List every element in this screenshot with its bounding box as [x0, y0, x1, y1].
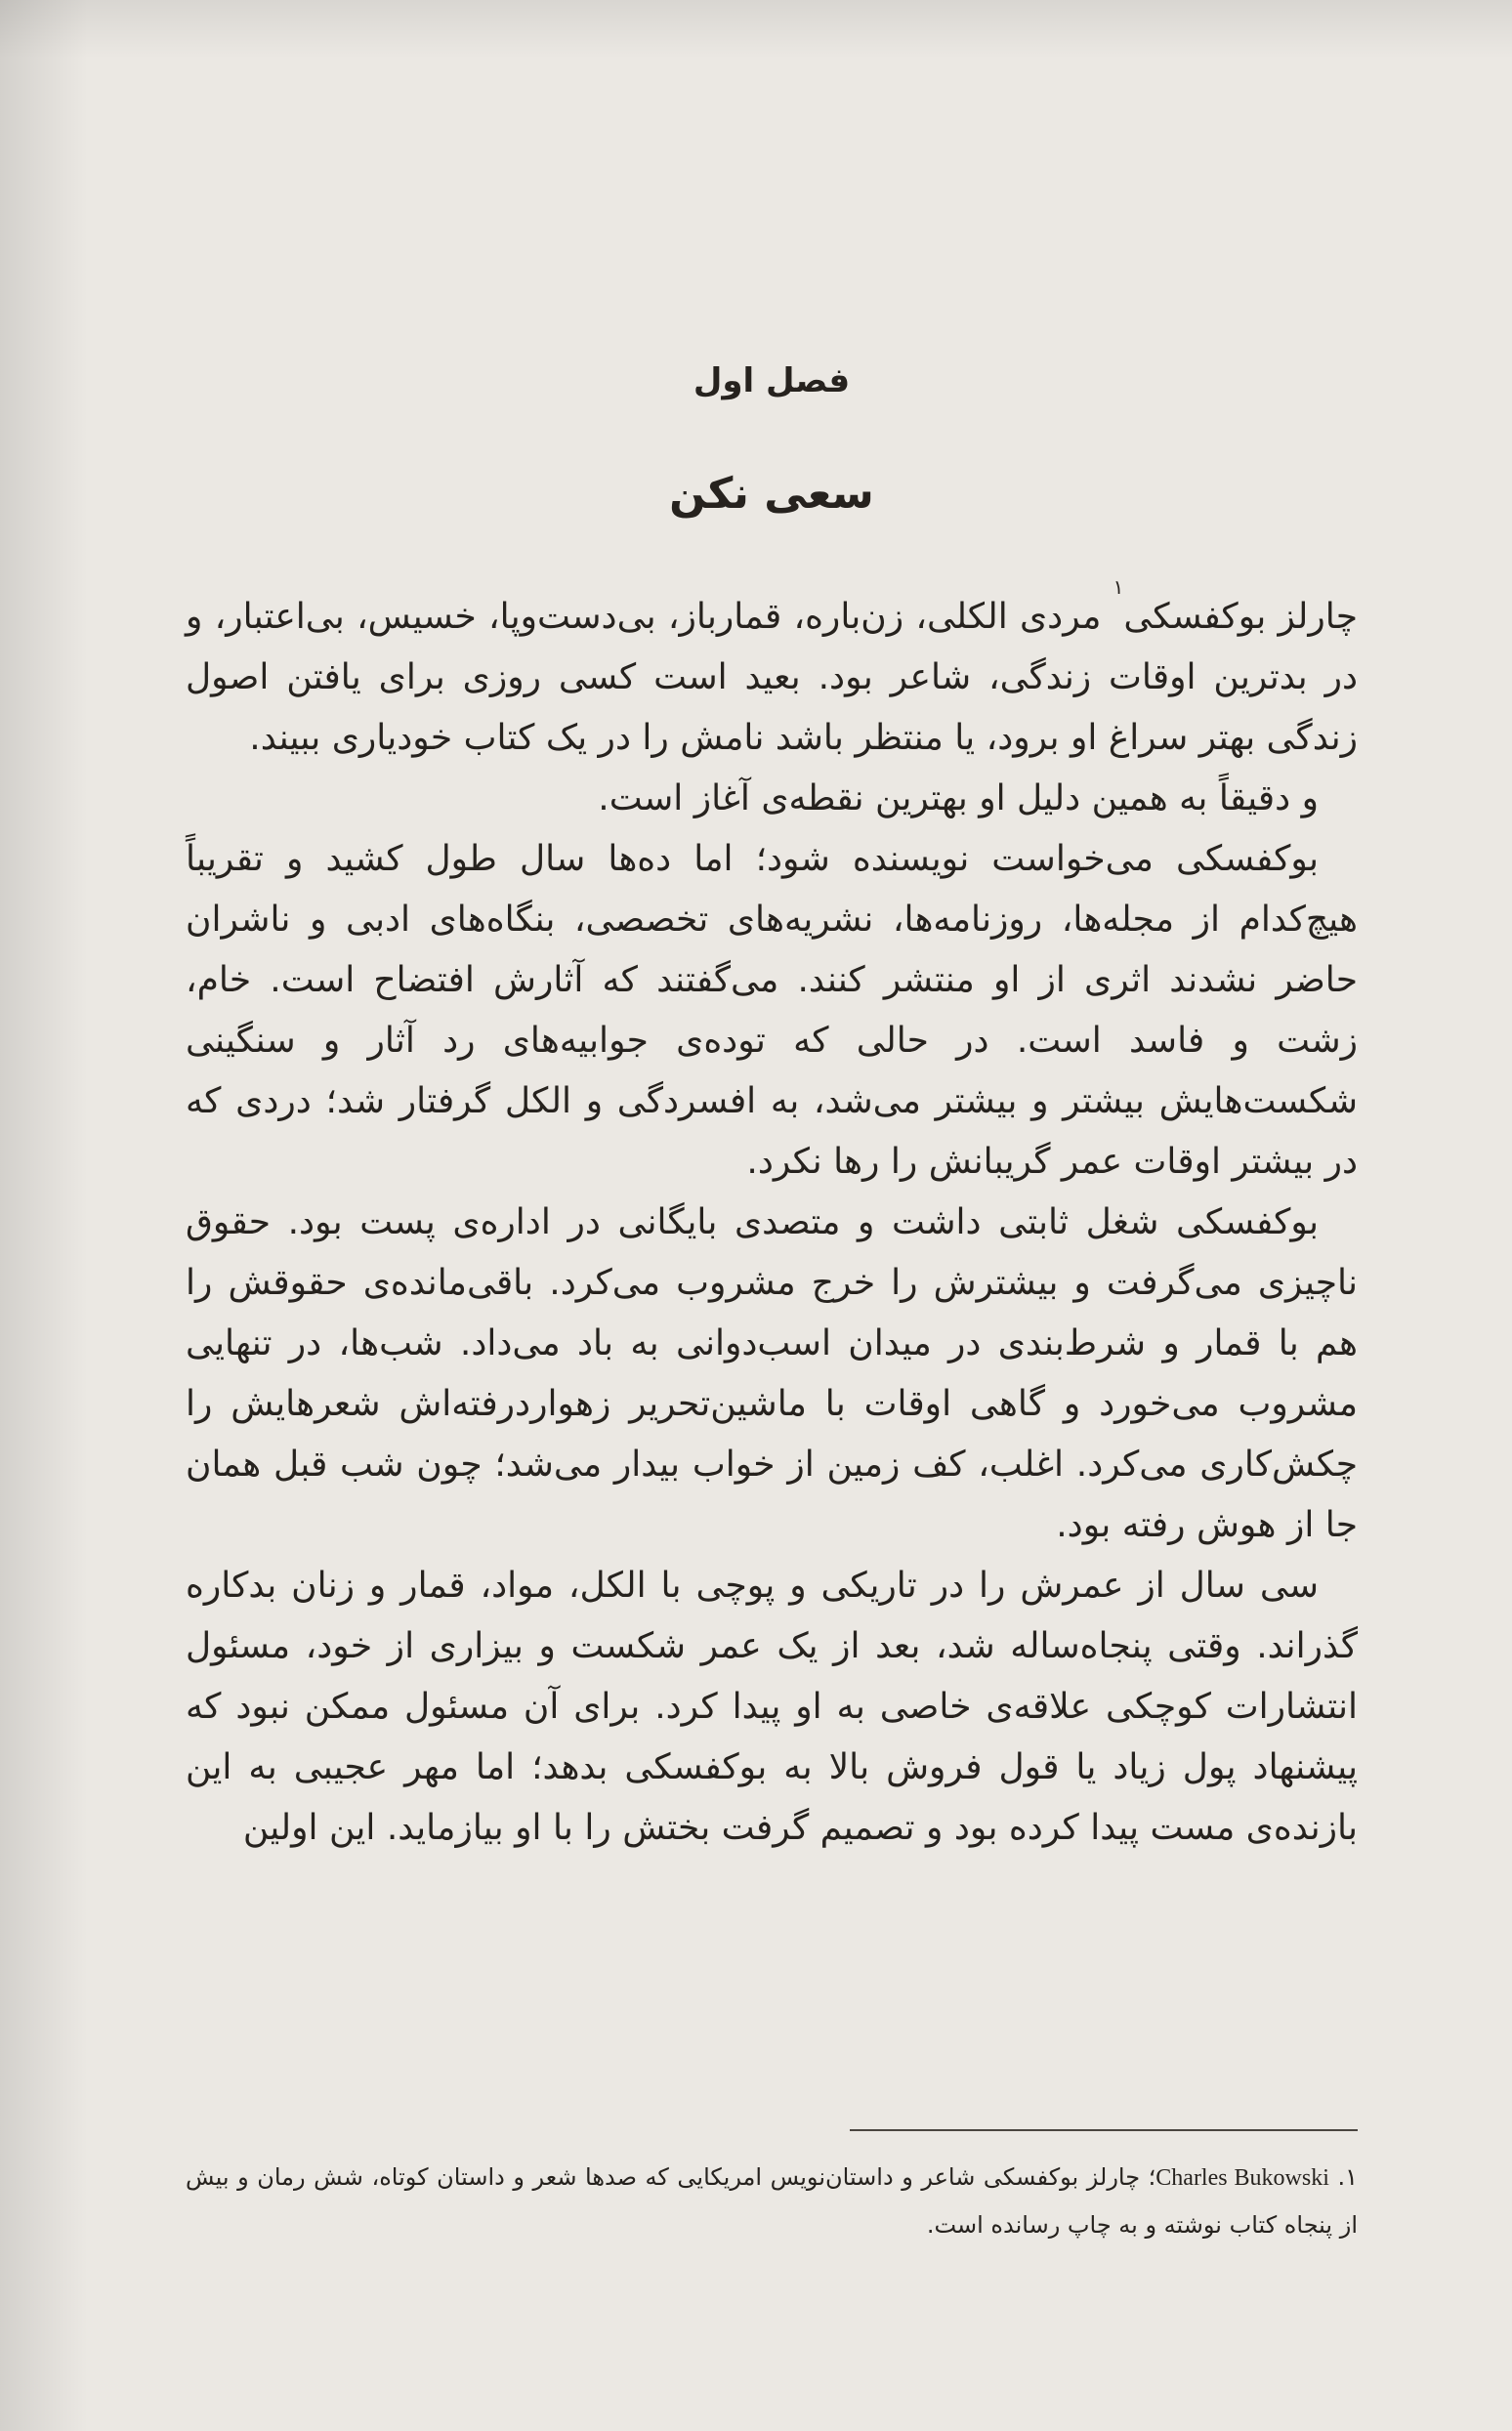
page-edge-shadow — [0, 0, 88, 2431]
footnote-divider — [850, 2129, 1358, 2131]
body-text — [186, 575, 1358, 1859]
chapter-label: فصل اول — [693, 361, 851, 400]
footnote-reference: ۱ — [1113, 575, 1124, 599]
chapter-title: سعی نکن — [669, 469, 874, 519]
footnote-text: ؛ چارلز بوکفسکی شاعر و داستان‌نویس امریکایی که صدها شعر و داستان کوتاه، شش رمان و بیش از پنجاه کتاب نوشته و به چاپ رسانده است. — [186, 2163, 1358, 2239]
paragraph-5: سی سال از عمرش را در تاریکی و پوچی با الکل، مواد، قمار و زنان بدکاره گذراند. وقتی پنجاه‌ساله شد، بعد از یک عمر شکست و بیزاری از خود، مسئول انتشارات کوچکی علاقه‌ی خاصی به او پیدا کرد. برای آن مسئول ممکن نبود که پیشنهاد پول زیاد یا قول فروش بالا به بوکفسکی بدهد؛ اما مهر عجیبی به این بازنده‌ی مست پیدا کرده بود و تصمیم گرفت بختش را با او بیازماید. این اولین — [186, 1566, 1358, 1848]
paragraph-1-rest: مردی الکلی، زن‌باره، قمارباز، بی‌دست‌وپا، خسیس، بی‌اعتبار، و در بدترین اوقات زندگی، شاعر بود. بعید است کسی روزی برای یافتن اصول زندگی بهتر سراغ او برود، یا منتظر باشد نامش را در یک کتاب خودیاری ببیند. — [186, 597, 1358, 758]
paragraph-2: و دقیقاً به همین دلیل او بهترین نقطه‌ی آغاز است. — [598, 778, 1319, 818]
book-page — [186, 361, 1358, 1859]
paragraph-3: بوکفسکی می‌خواست نویسنده شود؛ اما ده‌ها سال طول کشید و تقریباً هیچ‌کدام از مجله‌ها، روزنامه‌ها، نشریه‌های تخصصی، بنگاه‌های ادبی و ناشران حاضر نشدند اثری از او منتشر کنند. می‌گفتند که آثارش افتضاح است. خام، زشت و فاسد است. در حالی که توده‌ی جوابیه‌های رد آثار و سنگینی شکست‌هایش بیشتر و بیشتر می‌شد، به افسردگی و الکل گرفتار شد؛ دردی که در بیشتر اوقات عمر گریبانش را رها نکرد. — [186, 839, 1358, 1182]
footnote-latin-name: Charles Bukowski — [1155, 2165, 1329, 2191]
paragraph-1-start: چارلز بوکفسکی — [1123, 597, 1358, 637]
paragraph-4: بوکفسکی شغل ثابتی داشت و متصدی بایگانی در اداره‌ی پست بود. حقوق ناچیزی می‌گرفت و بیشترش را خرج مشروب می‌کرد. باقی‌مانده‌ی حقوقش را هم با قمار و شرط‌بندی در میدان اسب‌دوانی به باد می‌داد. شب‌ها، در تنهایی مشروب می‌خورد و گاهی اوقات با ماشین‌تحریر زهواردرفته‌اش شعرهایش را چکش‌کاری می‌کرد. اغلب، کف زمین از خواب بیدار می‌شد؛ چون شب قبل همان جا از هوش رفته بود. — [186, 1202, 1358, 1545]
paragraph-1 — [186, 575, 1358, 769]
footnote — [186, 2154, 1358, 2248]
page-top-shadow — [0, 0, 1512, 59]
footnote-number: ۱. — [1337, 2163, 1358, 2191]
